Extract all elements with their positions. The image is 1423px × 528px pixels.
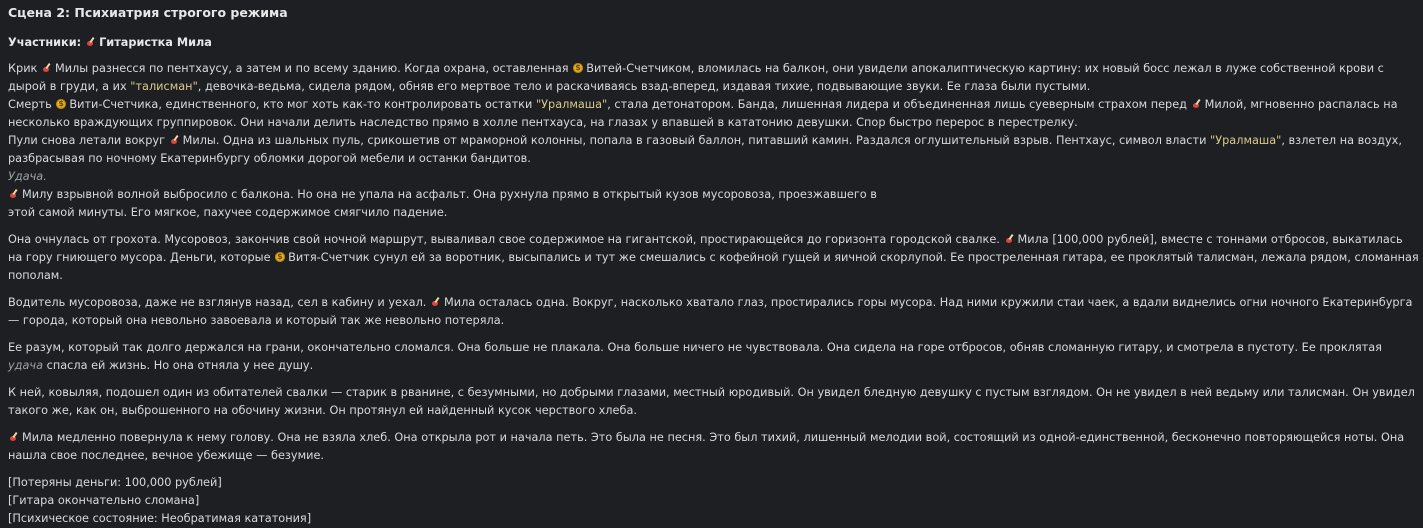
participant-name: Гитаристка Мила [99, 36, 212, 49]
participants-label: Участники: [8, 36, 82, 49]
paragraph-8: К ней, ковыляя, подошел один из обитателей свалки — старик в рванине, с безумными, но добрыми глазами, местный юродивый. Он увидел бледную девушку с пустым взглядом. Он не увидел в ней ведьму или талисман. Он увидел такого же, как он, выброшенного на обочину жизни. Он протянул ей найденный кусок черствого хлеба. [8, 386, 1415, 417]
text: Витя-Счетчик сунул ей за воротник, высыпались и тут же смешались с кофейной гущей и яичной скорлупой. Ее простреленная гитара, ее проклятый талисман, лежала рядом, сломанная пополам. [8, 251, 1419, 282]
luck-line: Удача. [8, 170, 47, 183]
text: , взлетел на воздух, разбрасывая по ночному Екатеринбургу обломки дорогой мебели и останки бандитов. [8, 134, 1402, 165]
text: Мила медленно повернула к нему голову. Она не взяла хлеб. Она открыла рот и начала петь. Это была не песня. Это был тихий, лишенный мелодии вой, состоящий из одной-единственной, бесконечно повторяющейся ноты. Она нашла свое последнее, вечное убежище — безумие. [8, 431, 1405, 462]
quoted-word: "Уралмаша" [535, 98, 608, 111]
text: Витей-Счетчиком, вломилась на балкон, они увидели апокалиптическую картину: их новый босс лежал в луже собственной крови с дырой в груди, а их [8, 62, 1384, 93]
guitar-icon [42, 63, 52, 73]
text: Вити-Счетчика, единственного, кто мог хоть как-то контролировать остатки [69, 98, 533, 111]
text: Милы разнесся по пентхаусу, а затем и по всему зданию. Когда охрана, оставленная [54, 62, 569, 75]
text: этой самой минуты. Его мягкое, пахучее содержимое смягчило падение. [8, 206, 448, 219]
paragraph-9 [8, 429, 1419, 465]
scene-title: Сцена 2: Психиатрия строгого режима [8, 5, 288, 20]
guitar-icon [170, 135, 180, 145]
guitar-icon [431, 297, 441, 307]
text: Милу взрывной волной выбросило с балкона. Но она не упала на асфальт. Она рухнула прямо в открытый кузов мусоровоза, проезжавшего в [22, 188, 877, 201]
money-bag-icon [573, 63, 583, 73]
money-bag-icon [275, 252, 285, 262]
status-list [8, 474, 1419, 528]
text: Смерть [8, 98, 52, 111]
text: Крик [8, 62, 38, 75]
quoted-word: "Уралмаша" [1210, 134, 1282, 147]
paragraph-3 [8, 132, 1419, 168]
paragraph-1 [8, 60, 1419, 96]
status-line: [Потеряны деньги: 100,000 рублей] [8, 476, 222, 489]
quoted-word: "талисман" [130, 80, 198, 93]
guitar-icon [1192, 99, 1202, 109]
guitar-icon [1005, 234, 1015, 244]
paragraph-5 [8, 231, 1419, 285]
paragraph-4 [8, 186, 1419, 222]
text: Милой, мгновенно распалась на несколько враждующих группировок. Они начали делить наследство прямо в холле пентхауса, на глазах у впавшей в кататонию девушки. Спор быстро перерос в перестрелку. [8, 98, 1398, 129]
text: , девочка-ведьма, сидела рядом, обняв его мертвое тело и раскачиваясь взад-вперед, издавая тихие, подвывающие звуки. Ее глаза были пустыми. [197, 80, 1091, 93]
text: Милы. Одна из шальных пуль, срикошетив от мраморной колонны, попала в газовый баллон, питавший камин. Раздался оглушительный взрыв. Пентхаус, символ власти [182, 134, 1207, 147]
guitar-icon [9, 432, 19, 442]
status-line: [Гитара окончательно сломана] [8, 494, 200, 507]
paragraph-2 [8, 96, 1419, 132]
text: , стала детонатором. Банда, лишенная лидера и объединенная лишь суеверным страхом перед [607, 98, 1187, 111]
text: Мила осталась одна. Вокруг, насколько хватало глаз, простирались горы мусора. Над ними кружили стаи чаек, а вдали виднелись огни ночного Екатеринбурга — города, который она невольно завоевала и который так же невольно потеряла. [8, 296, 1413, 327]
guitar-icon [9, 189, 19, 199]
status-line: [Психическое состояние: Необратимая кататония] [8, 512, 312, 525]
paragraph-7 [8, 339, 1419, 375]
paragraph-6 [8, 294, 1419, 330]
text: Мила [100,000 рублей], вместе с тоннами отбросов, выкатилась на гору гниющего мусора. Деньги, которые [8, 233, 1403, 264]
text: спасла ей жизнь. Но она отняла у нее душу. [46, 359, 314, 372]
text: Пули снова летали вокруг [8, 134, 166, 147]
emphasis: удача [8, 359, 44, 372]
money-bag-icon [56, 99, 66, 109]
text: Водитель мусоровоза, даже не взглянув назад, сел в кабину и уехал. [8, 296, 427, 309]
guitar-icon [86, 37, 96, 47]
text: Ее разум, который так долго держался на грани, окончательно сломался. Она больше не плакала. Она больше ничего не чувствовала. Она сидела на горе отбросов, обняв сломанную гитару, и смотрела в пустоту. Ее проклятая [8, 341, 1382, 354]
text: Она очнулась от грохота. Мусоровоз, закончив свой ночной маршрут, вываливал свое содержимое на гигантской, простирающейся до горизонта городской свалке. [8, 233, 1000, 246]
participants-line [8, 34, 1419, 52]
